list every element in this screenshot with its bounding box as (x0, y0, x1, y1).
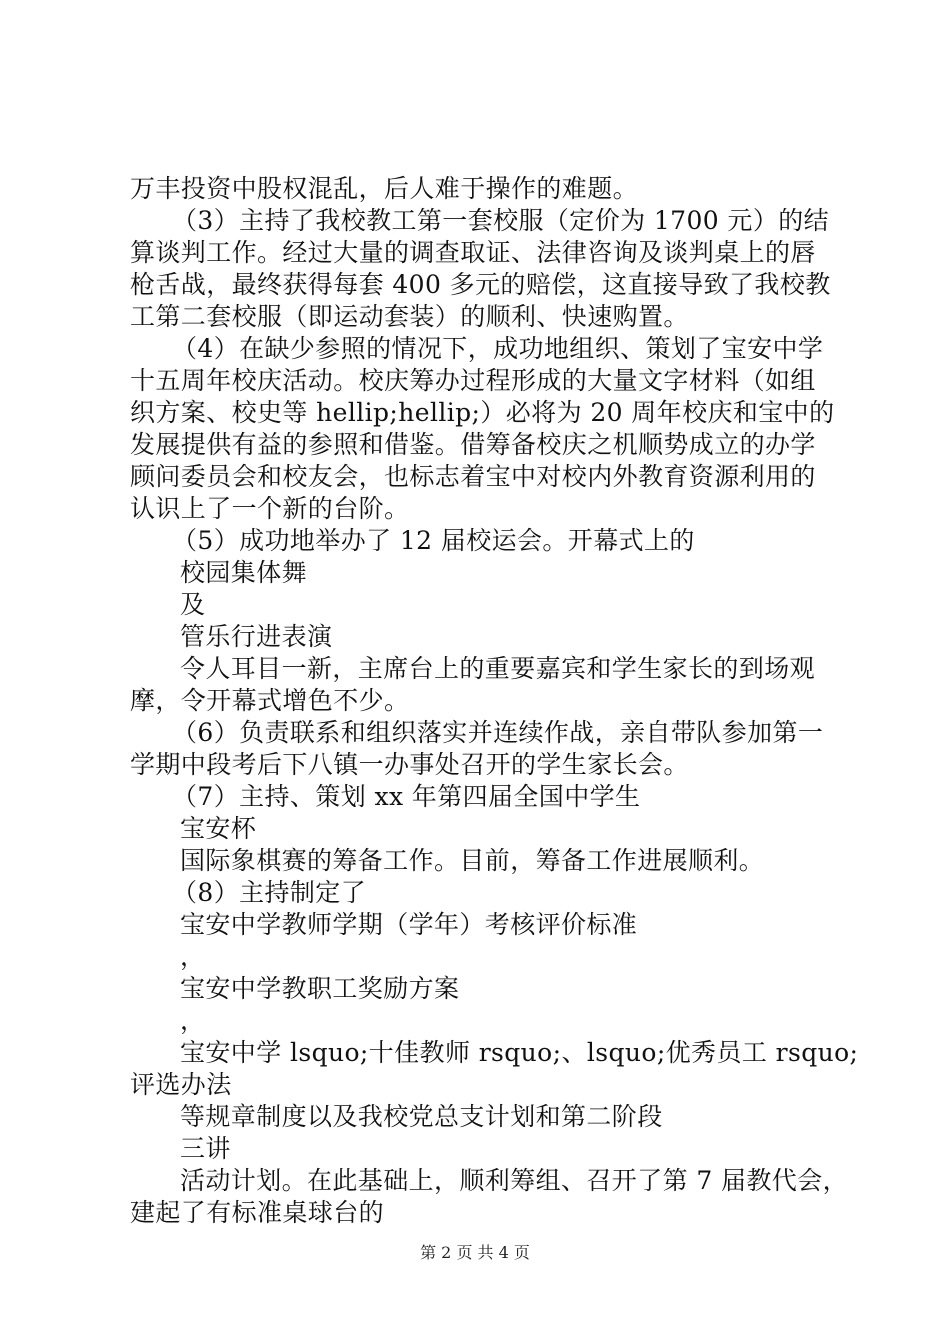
text-line: 发展提供有益的参照和借鉴。借筹备校庆之机顺势成立的办学 (130, 430, 816, 459)
text-line: 活动计划。在此基础上，顺利筹组、召开了第 7 届教代会， (180, 1166, 849, 1195)
text-line: 算谈判工作。经过大量的调查取证、法律咨询及谈判桌上的唇 (130, 238, 816, 267)
text-line: （5）成功地举办了 12 届校运会。开幕式上的 (172, 526, 695, 555)
text-line: 十五周年校庆活动。校庆筹办过程形成的大量文字材料（如组 (130, 366, 816, 395)
text-line: 及 (180, 590, 206, 619)
text-line: 宝安中学 lsquo;十佳教师 rsquo;、lsquo;优秀员工 rsquo; (180, 1038, 859, 1067)
text-line: 宝安杯 (180, 814, 257, 843)
text-line: ， (180, 942, 206, 971)
text-line: 建起了有标准桌球台的 (130, 1198, 385, 1227)
text-line: 校园集体舞 (180, 558, 308, 587)
text-line: 宝安中学教职工奖励方案 (180, 974, 460, 1003)
text-line: 万丰投资中股权混乱，后人难于操作的难题。 (130, 174, 639, 203)
text-line: （6）负责联系和组织落实并连续作战，亲自带队参加第一 (172, 718, 824, 747)
text-line: 摩，令开幕式增色不少。 (130, 686, 410, 715)
text-line: ， (180, 1006, 206, 1035)
text-line: （7）主持、策划 xx 年第四届全国中学生 (172, 782, 641, 811)
text-line: 三讲 (180, 1134, 231, 1163)
text-line: 顾问委员会和校友会，也标志着宝中对校内外教育资源利用的 (130, 462, 816, 491)
text-line: 工第二套校服（即运动套装）的顺利、快速购置。 (130, 302, 689, 331)
text-line: 等规章制度以及我校党总支计划和第二阶段 (180, 1102, 663, 1131)
text-line: 管乐行进表演 (180, 622, 333, 651)
text-line: 国际象棋赛的筹备工作。目前，筹备工作进展顺利。 (180, 846, 765, 875)
text-line: （8）主持制定了 (172, 878, 367, 907)
text-line: 学期中段考后下八镇一办事处召开的学生家长会。 (130, 750, 689, 779)
page-number-footer: 第 2 页 共 4 页 (420, 1243, 530, 1262)
text-line: 织方案、校史等 hellip;hellip;）必将为 20 周年校庆和宝中的 (130, 398, 835, 427)
text-line: （4）在缺少参照的情况下，成功地组织、策划了宝安中学 (172, 334, 824, 363)
text-line: （3）主持了我校教工第一套校服（定价为 1700 元）的结 (172, 206, 830, 235)
text-line: 认识上了一个新的台阶。 (130, 494, 410, 523)
text-line: 宝安中学教师学期（学年）考核评价标准 (180, 910, 638, 939)
text-line: 枪舌战，最终获得每套 400 多元的赔偿，这直接导致了我校教 (130, 270, 831, 299)
text-line: 令人耳目一新，主席台上的重要嘉宾和学生家长的到场观 (180, 654, 816, 683)
text-line: 评选办法 (130, 1070, 232, 1099)
